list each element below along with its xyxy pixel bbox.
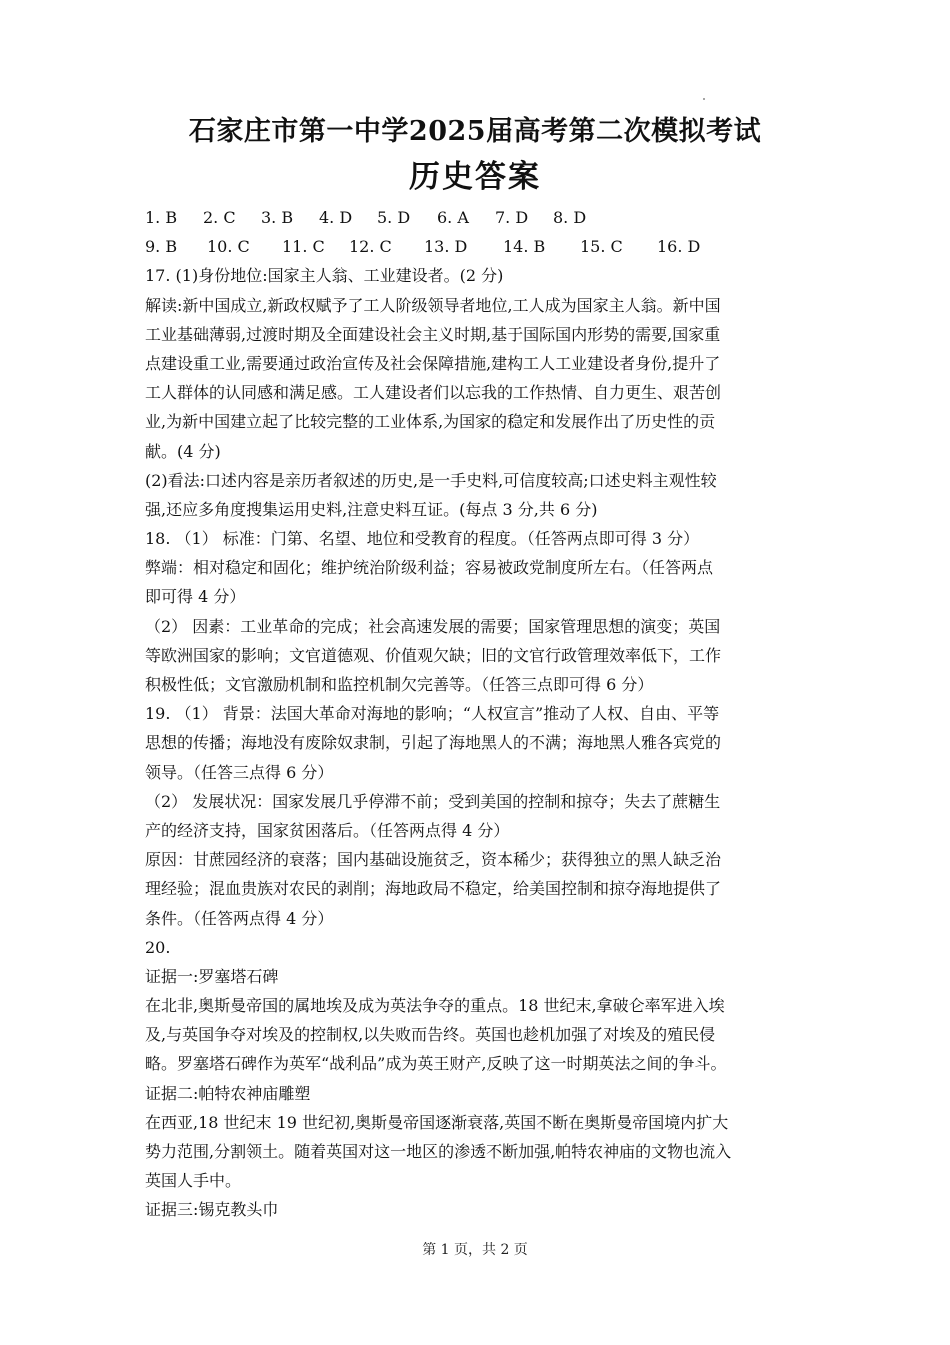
mc-answer: 11. C xyxy=(282,237,325,257)
answer-text-line: 即可得 4 分） xyxy=(145,587,246,607)
answer-text-line: 工人群体的认同感和满足感。工人建设者们以忘我的工作热情、自力更生、艰苦创 xyxy=(145,383,722,403)
mc-answer: 1. B xyxy=(145,208,178,227)
answer-text-line: 理经验；混血贵族对农民的剥削；海地政局不稳定，给美国控制和掠夺海地提供了 xyxy=(145,879,722,899)
answer-text-line: 工业基础薄弱,过渡时期及全面建设社会主义时期,基于国际国内形势的需要,国家重 xyxy=(145,324,721,344)
mc-answers-row-1 xyxy=(145,203,810,232)
answer-text-line: 思想的传播；海地没有废除奴隶制，引起了海地黑人的不满；海地黑人雅各宾党的 xyxy=(145,733,722,753)
answer-text-line: 及,与英国争夺对埃及的控制权,以失败而告终。英国也趁机加强了对埃及的殖民侵 xyxy=(145,1025,716,1045)
mc-answer: 12. C xyxy=(349,237,392,257)
answer-text-line: 献。(4 分) xyxy=(145,441,221,461)
answer-19-2: （2） 发展状况：国家发展几乎停滞不前；受到美国的控制和掠夺；失去了蔗糖生 xyxy=(145,791,721,811)
mc-answer: 4. D xyxy=(319,208,353,227)
mc-answer: 14. B xyxy=(503,237,546,257)
mc-answer: 10. C xyxy=(207,237,250,257)
mc-answer: 9. B xyxy=(145,237,178,257)
evidence-heading-3: 证据三:锡克教头巾 xyxy=(145,1200,279,1220)
answer-text-line: 产的经济支持，国家贫困落后。（任答两点得 4 分） xyxy=(145,820,510,840)
answer-text-line: 等欧洲国家的影响；文官道德观、价值观欠缺；旧的文官行政管理效率低下，工作 xyxy=(145,645,722,665)
answer-17-2: (2)看法:口述内容是亲历者叙述的历史,是一手史料,可信度较高;口述史料主观性较 xyxy=(145,470,717,490)
answer-20: 20. xyxy=(145,937,171,957)
answer-19-1: 19. （1） 背景：法国大革命对海地的影响；“人权宣言”推动了人权、自由、平等 xyxy=(145,704,720,724)
answer-text-line: 势力范围,分割领土。随着英国对这一地区的渗透不断加强,帕特农神庙的文物也流入 xyxy=(145,1142,732,1161)
answer-text-line: 原因：甘蔗园经济的衰落；国内基础设施贫乏，资本稀少；获得独立的黑人缺乏治 xyxy=(145,850,722,870)
evidence-heading-1: 证据一:罗塞塔石碑 xyxy=(145,966,279,986)
answer-text-line: 解读:新中国成立,新政权赋予了工人阶级领导者地位,工人成为国家主人翁。新中国 xyxy=(145,295,721,315)
answer-text-line: 弊端：相对稳定和固化；维护统治阶级利益；容易被政党制度所左右。（任答两点 xyxy=(145,558,714,578)
mc-answer: 7. D xyxy=(495,208,529,227)
answer-17-1: 17. (1)身份地位:国家主人翁、工业建设者。(2 分) xyxy=(145,266,504,286)
answer-text-line: 略。罗塞塔石碑作为英军“战利品”成为英王财产,反映了这一时期英法之间的争斗。 xyxy=(145,1054,727,1074)
mc-answer: 3. B xyxy=(261,208,294,227)
answer-text-line: 英国人手中。 xyxy=(145,1171,242,1191)
answer-text-line: 强,还应多角度搜集运用史料,注意史料互证。(每点 3 分,共 6 分) xyxy=(145,499,598,519)
answer-18-2: （2） 因素：工业革命的完成；社会高速发展的需要；国家管理思想的演变；英国 xyxy=(145,616,721,636)
answer-text-line: 领导。（任答三点得 6 分） xyxy=(145,762,334,782)
mc-answer: 16. D xyxy=(657,237,701,257)
answer-text-line: 点建设重工业,需要通过政治宣传及社会保障措施,建构工人工业建设者身份,提升了 xyxy=(145,353,721,373)
mc-answer: 6. A xyxy=(437,208,469,227)
scan-speck xyxy=(703,98,705,100)
page-number: 第 1 页，共 2 页 xyxy=(422,1242,528,1258)
answer-text-line: 业,为新中国建立起了比较完整的工业体系,为国家的稳定和发展作出了历史性的贡 xyxy=(145,412,716,432)
evidence-heading-2: 证据二:帕特农神庙雕塑 xyxy=(145,1083,311,1103)
answer-body xyxy=(145,203,810,1225)
exam-title: 石家庄市第一中学2025届高考第二次模拟考试 xyxy=(188,116,762,147)
mc-answer: 15. C xyxy=(580,237,623,257)
answer-18-1: 18. （1） 标准：门第、名望、地位和受教育的程度。（任答两点即可得 3 分） xyxy=(145,529,700,549)
answer-subtitle: 历史答案 xyxy=(409,159,541,195)
mc-answer: 8. D xyxy=(553,208,587,227)
answer-text-line: 在西亚,18 世纪末 19 世纪初,奥斯曼帝国逐渐衰落,英国不断在奥斯曼帝国境内扩大 xyxy=(145,1112,729,1132)
mc-answer: 5. D xyxy=(377,208,411,227)
answer-text-line: 在北非,奥斯曼帝国的属地埃及成为英法争夺的重点。18 世纪末,拿破仑率军进入埃 xyxy=(145,996,725,1016)
answer-text-line: 积极性低；文官激励机制和监控机制欠完善等。（任答三点即可得 6 分） xyxy=(145,675,654,694)
mc-answer: 2. C xyxy=(203,208,236,227)
mc-answer: 13. D xyxy=(424,237,468,257)
answer-text-line: 条件。（任答两点得 4 分） xyxy=(145,908,334,928)
mc-answers-row-2 xyxy=(145,232,810,261)
